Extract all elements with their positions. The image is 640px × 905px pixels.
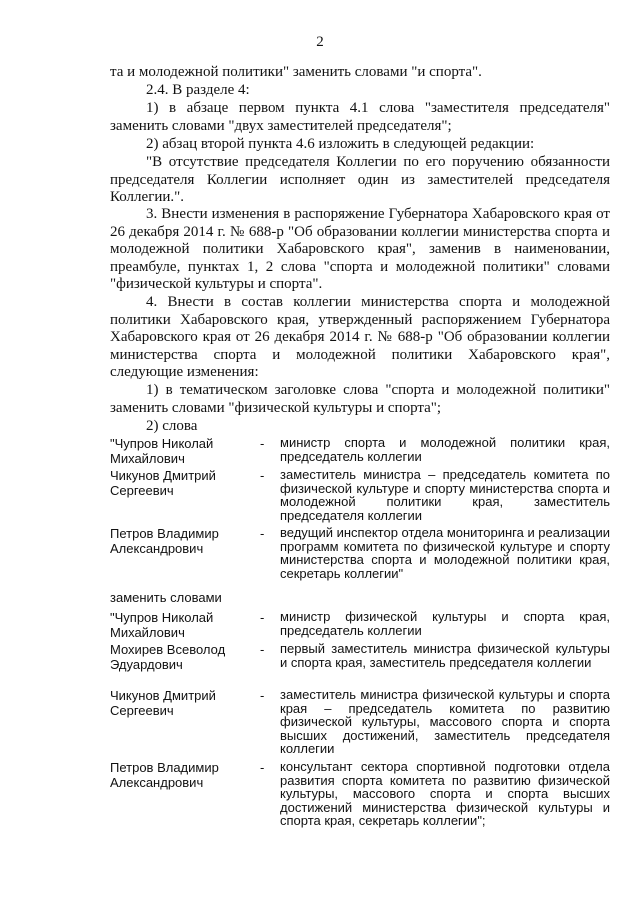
member-name: Чикунов Дмитрий Сергеевич xyxy=(110,688,216,718)
paragraph-subitem-1: 1) в тематическом заголовке слова "спорта и молодежной политики" заменить словами "физической культуры и спорта"; xyxy=(110,382,610,416)
member-dash: - xyxy=(260,468,265,483)
member-role: заместитель министра физической культуры и спорта края – председатель комитета по развитию физической культуры, массового спорта и спорта высших достижений, заместитель председателя коллегии xyxy=(280,687,610,756)
member-role: министр физической культуры и спорта края, председатель коллегии xyxy=(280,609,610,638)
member-dash: - xyxy=(260,688,265,703)
member-role: заместитель министра – председатель комитета по физической культуре и спорту министерства спорта и молодежной политики края, заместитель председателя коллегии xyxy=(280,467,610,523)
paragraph-quote: "В отсутствие председателя Коллегии по его поручению обязанности председателя Коллегии исполняет один из заместителей председателя Коллегии.". xyxy=(110,154,610,206)
member-name: Мохирев Всеволод Эдуардович xyxy=(110,642,226,672)
paragraph-continuation: та и молодежной политики" заменить словами "и спорта". xyxy=(110,64,482,80)
member-name: "Чупров Николай Михайлович xyxy=(110,436,214,466)
paragraph-point-4: 4. Внести в состав коллегии министерства спорта и молодежной политики Хабаровского края, утвержденный распоряжением Губернатора Хабаровского края от 26 декабря 2014 г. № 688-р "Об образовании коллегии министерства спорта и молодежной политики Хабаровского края", следующие изменения: xyxy=(110,294,610,381)
page-number: 2 xyxy=(316,34,324,50)
member-role: консультант сектора спортивной подготовки отдела развития спорта комитета по развитию физической культуры, массового спорта и спорта высших достижений министерства физической культуры и спорта края, секретарь коллегии"; xyxy=(280,759,610,828)
member-dash: - xyxy=(260,642,265,657)
member-role: первый заместитель министра физической культуры и спорта края, заместитель председателя коллегии xyxy=(280,641,610,670)
member-dash: - xyxy=(260,610,265,625)
paragraph-item-1: 1) в абзаце первом пункта 4.1 слова "заместителя председателя" заменить словами "двух заместителей председателя"; xyxy=(110,100,610,134)
member-role: министр спорта и молодежной политики края, председатель коллегии xyxy=(280,435,610,464)
member-dash: - xyxy=(260,436,265,451)
member-name: Петров Владимир Александрович xyxy=(110,526,219,556)
member-name: "Чупров Николай Михайлович xyxy=(110,610,214,640)
member-dash: - xyxy=(260,760,265,775)
replace-label: заменить словами xyxy=(110,590,222,605)
paragraph-section-2-4: 2.4. В разделе 4: xyxy=(146,82,250,98)
member-name: Петров Владимир Александрович xyxy=(110,760,219,790)
paragraph-point-3: 3. Внести изменения в распоряжение Губернатора Хабаровского края от 26 декабря 2014 г. № 688-р "Об образовании коллегии министерства спорта и молодежной политики Хабаровского края", заменив в наименовании, преамбуле, пунктах 1, 2 слова "спорта и молодежной политики" словами "физической культуры и спорта". xyxy=(110,206,610,293)
paragraph-item-2: 2) абзац второй пункта 4.6 изложить в следующей редакции: xyxy=(146,136,535,152)
member-role: ведущий инспектор отдела мониторинга и реализации программ комитета по физической культуре и спорту министерства спорта и молодежной политики края, секретарь коллегии" xyxy=(280,525,611,581)
member-name: Чикунов Дмитрий Сергеевич xyxy=(110,468,216,498)
paragraph-subitem-2: 2) слова xyxy=(146,418,198,434)
member-dash: - xyxy=(260,526,265,541)
